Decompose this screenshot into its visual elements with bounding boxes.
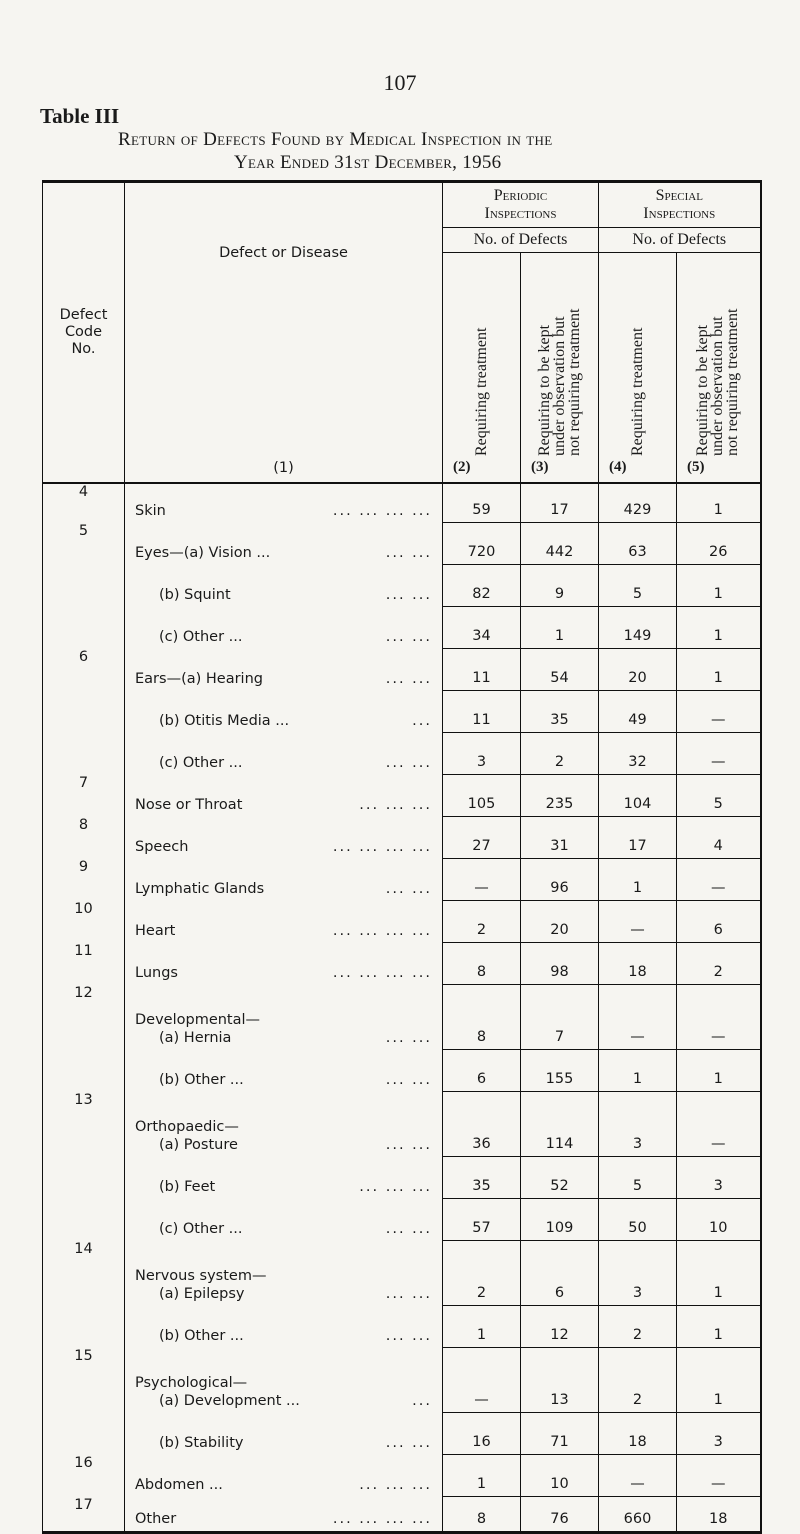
cell-col-3: 155 — [521, 1050, 599, 1092]
cell-col-2: 8 — [443, 943, 521, 985]
cell-col-5: 26 — [677, 523, 761, 565]
leader-dots: ... ... — [385, 628, 432, 645]
defect-code — [43, 607, 125, 649]
cell-col-5: — — [677, 733, 761, 775]
cell-col-2: 105 — [443, 775, 521, 817]
cell-col-2: 57 — [443, 1199, 521, 1241]
leader-dots: ... ... — [385, 754, 432, 771]
defect-code: 15 — [43, 1348, 125, 1413]
defect-code — [43, 691, 125, 733]
cell-col-2: 11 — [443, 691, 521, 733]
cell-col-4: 17 — [599, 817, 677, 859]
cell-col-4: 20 — [599, 649, 677, 691]
defect-code: 17 — [43, 1497, 125, 1533]
table-row — [43, 1455, 761, 1497]
defect-label: Ears—(a) Hearing — [135, 670, 263, 687]
header-column-1-number: (1) — [273, 460, 294, 476]
defect-name — [125, 901, 443, 943]
defect-code: 16 — [43, 1455, 125, 1497]
cell-col-2: 11 — [443, 649, 521, 691]
cell-col-4: 149 — [599, 607, 677, 649]
table-row — [43, 691, 761, 733]
defect-label: (b) Other ... — [159, 1071, 244, 1088]
defect-label: (c) Other ... — [159, 754, 243, 771]
defect-label: (a) Epilepsy — [159, 1285, 245, 1302]
header-col-4-requiring-treatment: Requiring treatment (4) — [599, 253, 677, 484]
cell-col-3: 235 — [521, 775, 599, 817]
cell-col-3: 12 — [521, 1306, 599, 1348]
defect-label: Lymphatic Glands — [135, 880, 265, 897]
defect-label: (b) Feet — [159, 1178, 216, 1195]
cell-col-4: — — [599, 901, 677, 943]
table-row — [43, 483, 761, 523]
defect-name — [125, 565, 443, 607]
defect-code: 11 — [43, 943, 125, 985]
cell-col-4: 1 — [599, 859, 677, 901]
cell-col-4: 1 — [599, 1050, 677, 1092]
cell-col-3: 98 — [521, 943, 599, 985]
cell-col-5: — — [677, 985, 761, 1050]
cell-col-5: 1 — [677, 483, 761, 523]
defect-code — [43, 733, 125, 775]
cell-col-2: 82 — [443, 565, 521, 607]
cell-col-3: 109 — [521, 1199, 599, 1241]
cell-col-4: 32 — [599, 733, 677, 775]
defect-label: (c) Other ... — [159, 1220, 243, 1237]
cell-col-5: 1 — [677, 649, 761, 691]
cell-col-5: 4 — [677, 817, 761, 859]
defect-group-label: Developmental— — [135, 1011, 261, 1028]
defect-code: 9 — [43, 859, 125, 901]
defect-name — [125, 1348, 443, 1413]
table-row — [43, 1241, 761, 1306]
cell-col-2: 16 — [443, 1413, 521, 1455]
defect-label: (b) Other ... — [159, 1327, 244, 1344]
cell-col-3: 71 — [521, 1413, 599, 1455]
cell-col-2: 1 — [443, 1455, 521, 1497]
title-line-2: Year Ended 31st December, 1956 — [234, 152, 502, 173]
cell-col-2: 2 — [443, 1241, 521, 1306]
cell-col-4: — — [599, 985, 677, 1050]
cell-col-5: 6 — [677, 901, 761, 943]
defect-code — [43, 1050, 125, 1092]
table-row — [43, 1306, 761, 1348]
cell-col-4: 3 — [599, 1092, 677, 1157]
table-body — [43, 483, 761, 1533]
cell-col-5: 1 — [677, 607, 761, 649]
cell-col-2: 8 — [443, 1497, 521, 1533]
defect-code — [43, 1413, 125, 1455]
defect-name — [125, 1413, 443, 1455]
cell-col-3: 10 — [521, 1455, 599, 1497]
cell-col-3: 6 — [521, 1241, 599, 1306]
table-row — [43, 859, 761, 901]
header-special-no-of-defects: No. of Defects — [599, 228, 761, 253]
leader-dots: ... ... ... ... — [332, 964, 432, 981]
leader-dots: ... ... ... ... — [332, 838, 432, 855]
leader-dots: ... ... — [385, 544, 432, 561]
defect-code — [43, 1306, 125, 1348]
cell-col-4: 5 — [599, 1157, 677, 1199]
cell-col-4: — — [599, 1455, 677, 1497]
defect-label: (a) Development ... — [159, 1392, 300, 1409]
defect-label: Abdomen ... — [135, 1476, 223, 1493]
leader-dots: ... ... ... ... — [332, 1511, 432, 1527]
cell-col-4: 2 — [599, 1348, 677, 1413]
table-row — [43, 1497, 761, 1533]
cell-col-2: 2 — [443, 901, 521, 943]
cell-col-2: 720 — [443, 523, 521, 565]
cell-col-5: 1 — [677, 1348, 761, 1413]
table-row — [43, 1050, 761, 1092]
cell-col-5: 2 — [677, 943, 761, 985]
leader-dots: ... ... — [385, 1285, 432, 1302]
defect-name — [125, 943, 443, 985]
defect-name — [125, 1199, 443, 1241]
cell-col-4: 5 — [599, 565, 677, 607]
table-row — [43, 565, 761, 607]
defect-name — [125, 1455, 443, 1497]
defect-label: (c) Other ... — [159, 628, 243, 645]
cell-col-4: 660 — [599, 1497, 677, 1533]
table-row — [43, 733, 761, 775]
table-row — [43, 943, 761, 985]
cell-col-3: 7 — [521, 985, 599, 1050]
table-row — [43, 985, 761, 1050]
cell-col-5: 1 — [677, 565, 761, 607]
defect-name — [125, 649, 443, 691]
defect-label: (b) Otitis Media ... — [159, 712, 290, 729]
cell-col-4: 49 — [599, 691, 677, 733]
leader-dots: ... — [412, 1392, 432, 1409]
page-number: 107 — [383, 70, 417, 95]
cell-col-2: 59 — [443, 483, 521, 523]
defect-label: Heart — [135, 922, 176, 939]
defect-name — [125, 775, 443, 817]
defect-code: 12 — [43, 985, 125, 1050]
defect-name — [125, 1050, 443, 1092]
leader-dots: ... ... ... — [359, 1178, 432, 1195]
defect-name — [125, 691, 443, 733]
cell-col-5: 1 — [677, 1241, 761, 1306]
defect-name — [125, 1497, 443, 1533]
header-col-5-under-observation: Requiring to be kept under observation but not requiring treatment (5) — [677, 253, 761, 484]
leader-dots: ... ... — [385, 670, 432, 687]
defect-label: (a) Hernia — [159, 1029, 232, 1046]
cell-col-2: 35 — [443, 1157, 521, 1199]
cell-col-3: 9 — [521, 565, 599, 607]
defect-name — [125, 483, 443, 523]
defect-label: Skin — [135, 502, 166, 519]
defect-name — [125, 1241, 443, 1306]
defect-code: 7 — [43, 775, 125, 817]
cell-col-5: 3 — [677, 1413, 761, 1455]
defect-group-label: Psychological— — [135, 1374, 248, 1391]
table-row — [43, 775, 761, 817]
leader-dots: ... ... — [385, 1136, 432, 1153]
cell-col-5: — — [677, 859, 761, 901]
defect-code: 5 — [43, 523, 125, 565]
leader-dots: ... ... — [385, 1220, 432, 1237]
leader-dots: ... ... — [385, 1071, 432, 1088]
defect-name — [125, 985, 443, 1050]
cell-col-3: 52 — [521, 1157, 599, 1199]
table-row — [43, 817, 761, 859]
cell-col-3: 1 — [521, 607, 599, 649]
defect-code — [43, 565, 125, 607]
cell-col-2: — — [443, 1348, 521, 1413]
leader-dots: ... ... — [385, 586, 432, 603]
cell-col-4: 104 — [599, 775, 677, 817]
leader-dots: ... ... — [385, 880, 432, 897]
cell-col-3: 35 — [521, 691, 599, 733]
cell-col-2: 36 — [443, 1092, 521, 1157]
defect-code: 13 — [43, 1092, 125, 1157]
cell-col-2: 1 — [443, 1306, 521, 1348]
cell-col-3: 96 — [521, 859, 599, 901]
table-row — [43, 901, 761, 943]
cell-col-2: 8 — [443, 985, 521, 1050]
cell-col-5: — — [677, 1455, 761, 1497]
defect-name — [125, 1306, 443, 1348]
cell-col-5: 1 — [677, 1050, 761, 1092]
cell-col-3: 114 — [521, 1092, 599, 1157]
cell-col-5: — — [677, 1092, 761, 1157]
cell-col-3: 13 — [521, 1348, 599, 1413]
table-row — [43, 1348, 761, 1413]
cell-col-5: 3 — [677, 1157, 761, 1199]
defect-name — [125, 523, 443, 565]
cell-col-2: 6 — [443, 1050, 521, 1092]
leader-dots: ... ... — [385, 1029, 432, 1046]
table-row — [43, 523, 761, 565]
leader-dots: ... ... — [385, 1434, 432, 1451]
defect-group-label: Orthopaedic— — [135, 1118, 239, 1135]
leader-dots: ... ... — [385, 1327, 432, 1344]
defect-code — [43, 1157, 125, 1199]
cell-col-3: 76 — [521, 1497, 599, 1533]
leader-dots: ... ... ... ... — [332, 922, 432, 939]
leader-dots: ... ... ... — [359, 796, 432, 813]
defect-label: (a) Posture — [159, 1136, 238, 1153]
leader-dots: ... ... ... ... — [332, 502, 432, 519]
defect-label: Speech — [135, 838, 189, 855]
cell-col-4: 63 — [599, 523, 677, 565]
defect-label: Lungs — [135, 964, 178, 981]
defects-table — [42, 180, 762, 1534]
table-row — [43, 1199, 761, 1241]
table-row — [43, 1092, 761, 1157]
cell-col-4: 50 — [599, 1199, 677, 1241]
table-row — [43, 1157, 761, 1199]
cell-col-3: 54 — [521, 649, 599, 691]
cell-col-5: 18 — [677, 1497, 761, 1533]
header-defect-or-disease — [125, 182, 443, 484]
cell-col-3: 20 — [521, 901, 599, 943]
header-defect-code: Defect Code No. — [43, 182, 125, 484]
table-row — [43, 649, 761, 691]
defect-label: (b) Squint — [159, 586, 231, 603]
cell-col-2: 3 — [443, 733, 521, 775]
defect-code: 14 — [43, 1241, 125, 1306]
defect-name — [125, 1092, 443, 1157]
header-col-3-under-observation: Requiring to be kept under observation but not requiring treatment (3) — [521, 253, 599, 484]
title-line-1: Return of Defects Found by Medical Inspection in the — [118, 129, 553, 150]
defect-label: Other — [135, 1511, 177, 1527]
header-col-2-requiring-treatment: Requiring treatment (2) — [443, 253, 521, 484]
cell-col-5: 1 — [677, 1306, 761, 1348]
leader-dots: ... ... ... — [359, 1476, 432, 1493]
cell-col-5: 10 — [677, 1199, 761, 1241]
cell-col-5: 5 — [677, 775, 761, 817]
cell-col-3: 31 — [521, 817, 599, 859]
cell-col-4: 3 — [599, 1241, 677, 1306]
defect-group-label: Nervous system— — [135, 1267, 267, 1284]
defect-code: 10 — [43, 901, 125, 943]
cell-col-4: 18 — [599, 1413, 677, 1455]
defect-label: Eyes—(a) Vision ... — [135, 544, 271, 561]
cell-col-4: 2 — [599, 1306, 677, 1348]
defect-code: 6 — [43, 649, 125, 691]
cell-col-2: 34 — [443, 607, 521, 649]
table-row — [43, 607, 761, 649]
defect-code — [43, 1199, 125, 1241]
header-defect-label: Defect or Disease — [219, 245, 348, 261]
cell-col-2: 27 — [443, 817, 521, 859]
defect-name — [125, 607, 443, 649]
header-periodic-no-of-defects: No. of Defects — [443, 228, 599, 253]
defect-code: 8 — [43, 817, 125, 859]
table-title — [40, 128, 760, 174]
cell-col-4: 429 — [599, 483, 677, 523]
cell-col-3: 17 — [521, 483, 599, 523]
defect-label: Nose or Throat — [135, 796, 243, 813]
cell-col-3: 2 — [521, 733, 599, 775]
defect-label: (b) Stability — [159, 1434, 244, 1451]
defect-code: 4 — [43, 483, 125, 523]
table-row — [43, 1413, 761, 1455]
defect-name — [125, 859, 443, 901]
leader-dots: ... — [412, 712, 432, 729]
header-special-inspections: Special Inspections — [599, 182, 761, 228]
table-label: Table III — [40, 104, 120, 128]
cell-col-5: — — [677, 691, 761, 733]
cell-col-4: 18 — [599, 943, 677, 985]
defect-name — [125, 733, 443, 775]
cell-col-3: 442 — [521, 523, 599, 565]
header-periodic-inspections: Periodic Inspections — [443, 182, 599, 228]
cell-col-2: — — [443, 859, 521, 901]
defect-name — [125, 817, 443, 859]
defect-name — [125, 1157, 443, 1199]
